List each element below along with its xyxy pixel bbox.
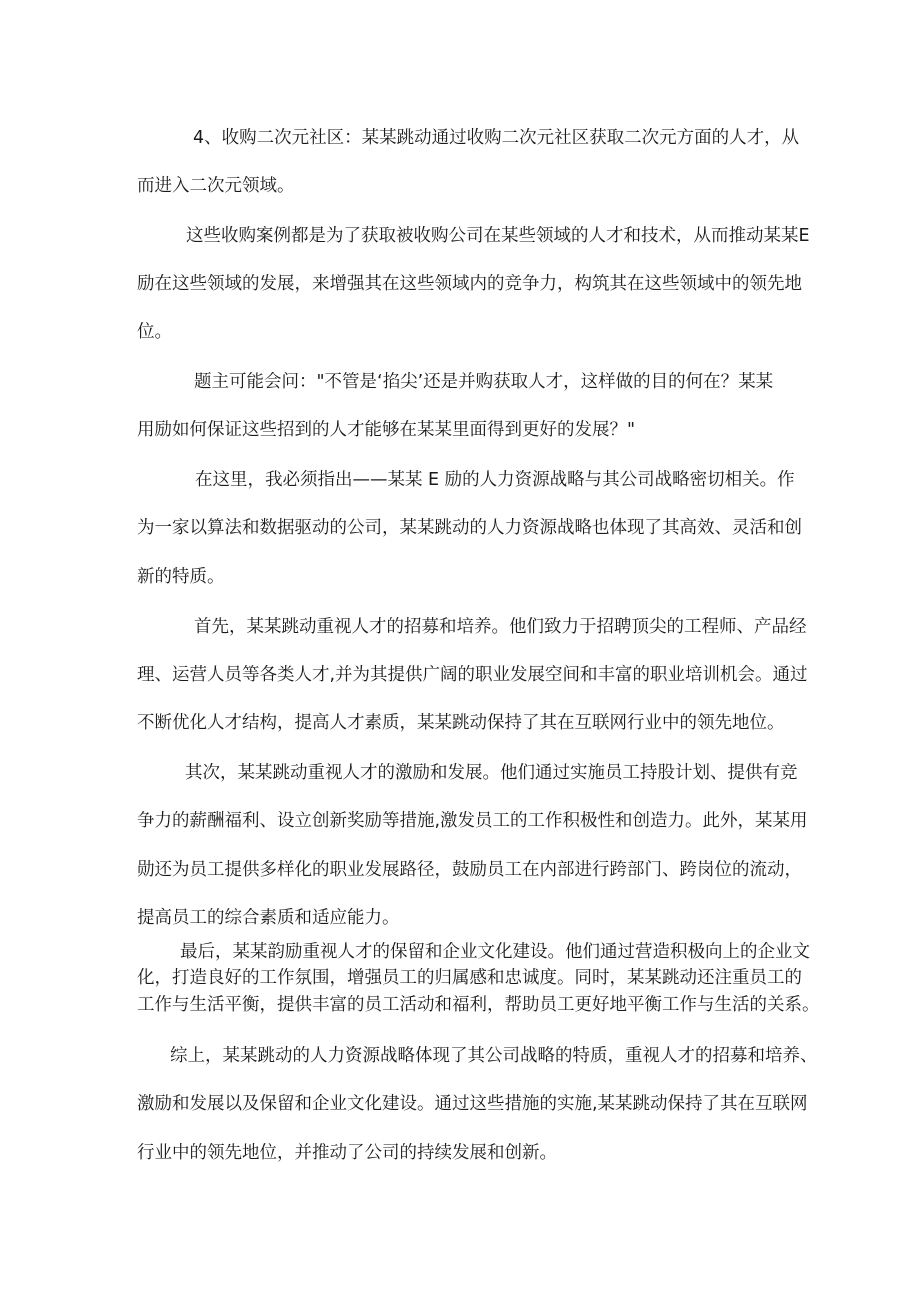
paragraph-line: 最后，某某韵励重视人才的保留和企业文化建设。他们通过营造积极向上的企业文: [180, 942, 810, 962]
paragraph-line: 工作与生活平衡，提供丰富的员工活动和福利，帮助员工更好地平衡工作与生活的关系。: [137, 995, 820, 1015]
paragraph-line: 新的特质。: [137, 567, 225, 587]
paragraph-line: 4、收购二次元社区：某某跳动通过收购二次元社区获取二次元方面的人才，从: [193, 128, 800, 148]
paragraph-line: 提高员工的综合素质和适应能力。: [137, 908, 400, 928]
paragraph-line: 在这里，我必须指出——某某 E 励的人力资源战略与其公司战略密切相关。作: [195, 470, 795, 490]
paragraph-line: 化，打造良好的工作氛围，增强员工的归属感和忠诚度。同时，某某跳动还注重员工的: [137, 968, 802, 988]
paragraph-line: 励在这些领域的发展，来增强其在这些领域内的竞争力，构筑其在这些领域中的领先地: [137, 274, 802, 294]
paragraph-line: 勋还为员工提供多样化的职业发展路径，鼓励员工在内部进行跨部门、跨岗位的流动，: [137, 860, 802, 880]
paragraph-line: 这些收购案例都是为了获取被收购公司在某些领域的人才和技术，从而推动某某E: [186, 226, 810, 246]
paragraph-line: 首先，某某跳动重视人才的招募和培养。他们致力于招聘顶尖的工程师、产品经: [194, 617, 807, 637]
paragraph-line: 其次，某某跳动重视人才的激励和发展。他们通过实施员工持股计划、提供有竞: [185, 763, 798, 783]
paragraph-line: 用励如何保证这些招到的人才能够在某某里面得到更好的发展？": [137, 420, 636, 440]
paragraph-line: 综上，某某跳动的人力资源战略体现了其公司战略的特质，重视人才的招募和培养、: [170, 1046, 818, 1066]
paragraph-line: 题主可能会问："不管是‘掐尖’还是并购获取人才，这样做的目的何在？某某: [194, 372, 774, 392]
paragraph-line: 激励和发展以及保留和企业文化建设。通过这些措施的实施,某某跳动保持了其在互联网: [137, 1094, 808, 1114]
paragraph-line: 理、运营人员等各类人才,并为其提供广阔的职业发展空间和丰富的职业培训机会。通过: [137, 665, 808, 685]
paragraph-line: 不断优化人才结构，提高人才素质，某某跳动保持了其在互联网行业中的领先地位。: [137, 713, 785, 733]
paragraph-line: 位。: [137, 322, 172, 342]
paragraph-line: 争力的薪酬福利、设立创新奖励等措施,激发员工的工作积极性和创造力。此外，某某用: [137, 811, 808, 831]
paragraph-line: 而进入二次元领域。: [137, 176, 295, 196]
paragraph-line: 行业中的领先地位，并推动了公司的持续发展和创新。: [137, 1143, 557, 1163]
paragraph-line: 为一家以算法和数据驱动的公司，某某跳动的人力资源战略也体现了其高效、灵活和创: [137, 518, 802, 538]
